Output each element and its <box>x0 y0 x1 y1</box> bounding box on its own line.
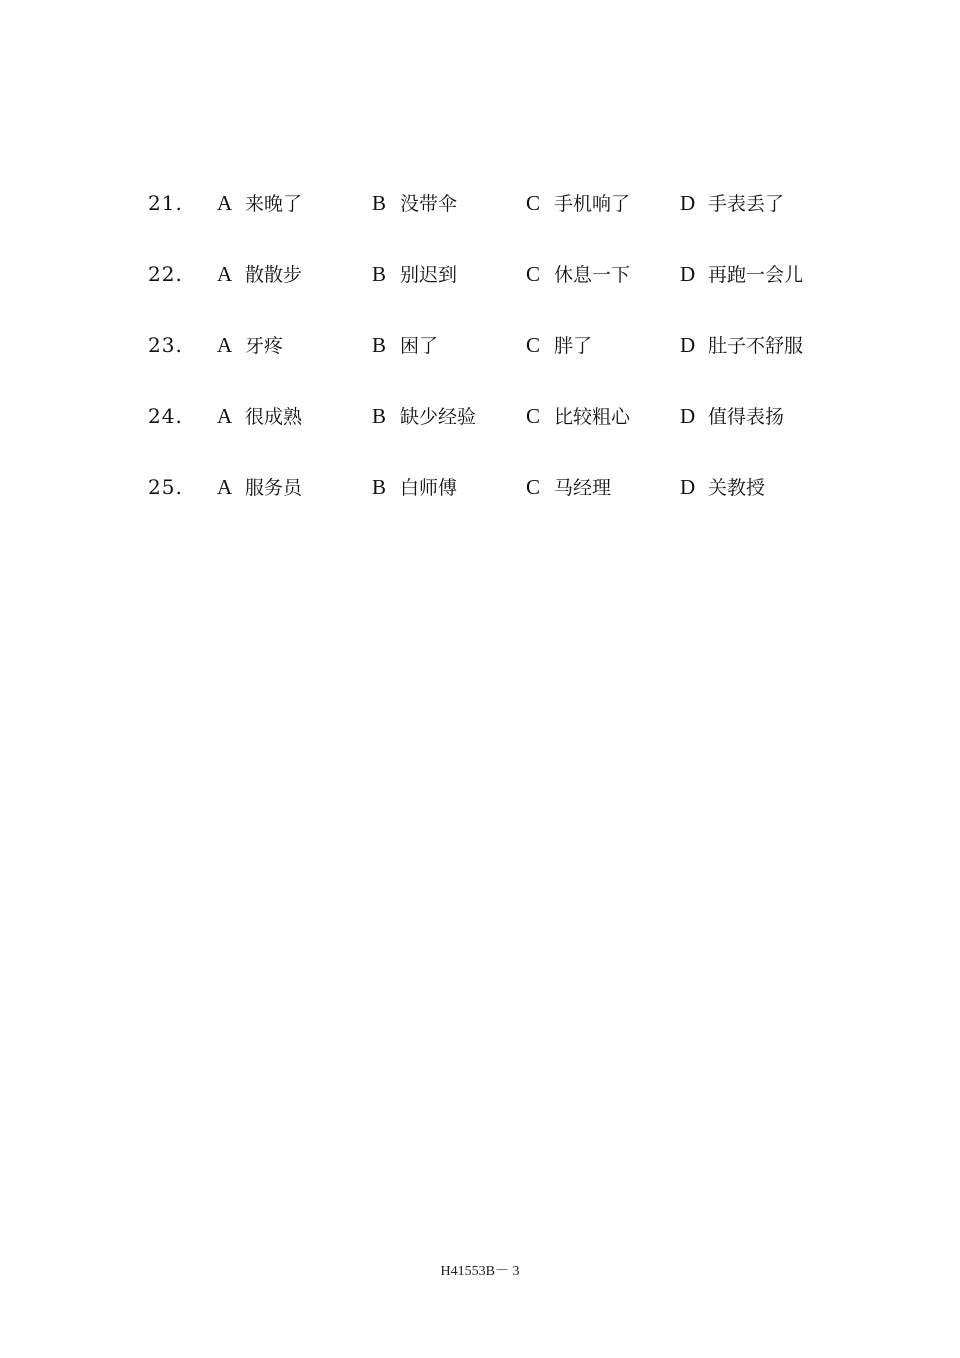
option-text: 困了 <box>400 335 439 357</box>
option-text: 很成熟 <box>245 406 303 428</box>
option-letter: D <box>680 262 696 286</box>
option-text: 肚子不舒服 <box>708 335 804 357</box>
option-text: 没带伞 <box>400 193 458 215</box>
option-text: 关教授 <box>708 477 766 499</box>
option-letter: B <box>372 404 387 428</box>
page-label: H41553B－ 3 <box>440 1264 520 1279</box>
option-letter: C <box>526 404 541 428</box>
option-text: 白师傅 <box>400 477 458 499</box>
option-a <box>217 472 302 503</box>
option-text: 胖了 <box>554 335 593 357</box>
option-letter: B <box>372 191 387 215</box>
option-d <box>680 259 803 290</box>
option-a <box>217 188 302 219</box>
question-24 <box>148 401 848 472</box>
question-number: 21. <box>148 191 183 215</box>
option-b <box>372 472 457 503</box>
option-text: 缺少经验 <box>400 406 477 428</box>
option-letter: D <box>680 333 696 357</box>
option-d <box>680 330 803 361</box>
question-number: 23. <box>148 333 183 357</box>
option-text: 散散步 <box>245 264 303 286</box>
option-letter: A <box>217 191 233 215</box>
option-text: 再跑一会儿 <box>708 264 804 286</box>
question-22 <box>148 259 848 330</box>
question-23 <box>148 330 848 401</box>
option-text: 马经理 <box>554 477 612 499</box>
option-b <box>372 401 476 432</box>
option-text: 手表丢了 <box>708 193 785 215</box>
option-letter: A <box>217 333 233 357</box>
option-text: 牙疼 <box>245 335 284 357</box>
option-letter: D <box>680 475 696 499</box>
option-c <box>526 472 611 503</box>
option-d <box>680 472 765 503</box>
option-letter: B <box>372 262 387 286</box>
question-number: 25. <box>148 475 183 499</box>
option-text: 服务员 <box>245 477 303 499</box>
option-text: 来晚了 <box>245 193 303 215</box>
option-letter: B <box>372 333 387 357</box>
option-letter: D <box>680 191 696 215</box>
option-text: 比较粗心 <box>554 406 631 428</box>
option-a <box>217 330 283 361</box>
option-letter: C <box>526 333 541 357</box>
option-letter: B <box>372 475 387 499</box>
question-list <box>148 188 848 543</box>
option-text: 值得表扬 <box>708 406 785 428</box>
option-letter: C <box>526 191 541 215</box>
option-text: 别迟到 <box>400 264 458 286</box>
option-c <box>526 259 630 290</box>
option-letter: C <box>526 475 541 499</box>
option-d <box>680 401 784 432</box>
option-text: 手机响了 <box>554 193 631 215</box>
question-number: 22. <box>148 262 183 286</box>
option-letter: A <box>217 262 233 286</box>
question-21 <box>148 188 848 259</box>
option-letter: D <box>680 404 696 428</box>
option-letter: A <box>217 404 233 428</box>
option-c <box>526 188 630 219</box>
option-b <box>372 330 438 361</box>
question-number: 24. <box>148 404 183 428</box>
question-25 <box>148 472 848 543</box>
option-a <box>217 401 302 432</box>
option-b <box>372 188 457 219</box>
option-a <box>217 259 302 290</box>
option-c <box>526 330 592 361</box>
option-c <box>526 401 630 432</box>
option-b <box>372 259 457 290</box>
option-text: 休息一下 <box>554 264 631 286</box>
option-d <box>680 188 784 219</box>
page-footer <box>0 1260 960 1280</box>
option-letter: A <box>217 475 233 499</box>
option-letter: C <box>526 262 541 286</box>
